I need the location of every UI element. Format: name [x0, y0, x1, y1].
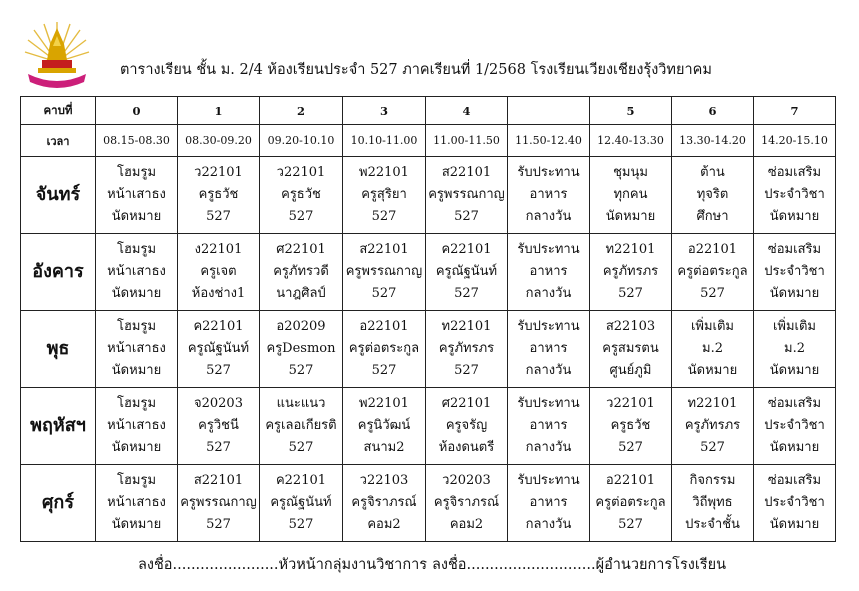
- day-name: พฤหัสฯ: [21, 388, 96, 465]
- class-cell: [178, 311, 260, 388]
- subject-line: แนะแนว: [276, 396, 326, 411]
- room-line: ห้องดนตรี: [438, 440, 495, 455]
- room-line: 527: [288, 209, 314, 224]
- teacher-line: ครูต่อตระกูล: [348, 341, 420, 356]
- class-cell: [96, 465, 178, 542]
- subject-line: ศ22101: [441, 396, 492, 411]
- room-line: นัดหมาย: [769, 517, 820, 532]
- subject-line: โฮมรูม: [116, 396, 157, 411]
- room-line: นาฎศิลป์: [276, 286, 326, 301]
- subject-line: ชุมนุม: [613, 165, 648, 180]
- teacher-line: ครูจิราภรณ์: [351, 495, 417, 510]
- period-time: 13.30-14.20: [672, 125, 754, 157]
- teacher-line: อาหาร: [529, 418, 568, 433]
- teacher-line: ครูพรรณกาญ: [428, 187, 505, 202]
- class-cell: [508, 311, 590, 388]
- subject-line: ส22101: [441, 165, 492, 180]
- period-number: 3: [343, 97, 426, 125]
- room-line: 527: [371, 363, 397, 378]
- class-cell: [343, 311, 426, 388]
- class-cell: [590, 234, 672, 311]
- teacher-line: ม.2: [702, 341, 723, 356]
- period-time: 11.50-12.40: [508, 125, 590, 157]
- subject-line: ส22103: [605, 319, 656, 334]
- period-number: 6: [672, 97, 754, 125]
- teacher-line: หน้าเสาธง: [107, 418, 166, 433]
- teacher-line: อาหาร: [529, 341, 568, 356]
- teacher-line: ครูสมรตน: [602, 341, 659, 356]
- teacher-line: ทุจริต: [696, 187, 729, 202]
- teacher-line: ครูDesmon: [266, 341, 336, 356]
- day-row: [21, 388, 836, 465]
- class-cell: [754, 465, 836, 542]
- room-line: ศึกษา: [696, 209, 729, 224]
- teacher-line: ครูธวัช: [281, 187, 321, 202]
- subject-line: อ22101: [359, 319, 409, 334]
- class-cell: [343, 234, 426, 311]
- school-logo: [22, 22, 92, 90]
- teacher-line: ทุกคน: [613, 187, 648, 202]
- subject-line: ต้าน: [700, 165, 725, 180]
- room-line: นัดหมาย: [605, 209, 656, 224]
- teacher-line: ครูภัทรภร: [438, 341, 495, 356]
- subject-line: ค22101: [275, 473, 327, 488]
- time-label: เวลา: [21, 125, 96, 157]
- room-line: นัดหมาย: [769, 363, 820, 378]
- period-time: 12.40-13.30: [590, 125, 672, 157]
- period-time: 08.15-08.30: [96, 125, 178, 157]
- teacher-line: ครูณัฐนันท์: [435, 264, 498, 279]
- teacher-line: ครูณัฐนันท์: [270, 495, 332, 510]
- day-row: [21, 234, 836, 311]
- room-line: นัดหมาย: [111, 209, 162, 224]
- subject-line: ท22101: [441, 319, 492, 334]
- day-name: ศุกร์: [21, 465, 96, 542]
- period-number: 5: [590, 97, 672, 125]
- period-number: 0: [96, 97, 178, 125]
- room-line: 527: [454, 363, 479, 378]
- subject-line: รับประทาน: [517, 165, 580, 180]
- room-line: สนาม2: [363, 440, 405, 455]
- room-line: กลางวัน: [525, 363, 572, 378]
- class-cell: [260, 388, 343, 465]
- room-line: 527: [206, 209, 231, 224]
- room-line: 527: [371, 286, 397, 301]
- room-line: กลางวัน: [525, 517, 572, 532]
- page-title: ตารางเรียน ชั้น ม. 2/4 ห้องเรียนประจำ 527 ภาคเรียนที่ 1/2568 โรงเรียนเวียงเชียงรุ้งวิทยาคม: [120, 62, 712, 78]
- period-time: 10.10-11.00: [343, 125, 426, 157]
- teacher-line: ครูวิชนี: [198, 418, 239, 433]
- room-line: ห้องช่าง1: [191, 286, 246, 301]
- class-cell: [672, 465, 754, 542]
- subject-line: อ20209: [276, 319, 326, 334]
- period-row: [21, 97, 836, 125]
- timetable: [20, 96, 836, 542]
- class-cell: [672, 388, 754, 465]
- class-cell: [672, 311, 754, 388]
- subject-line: โฮมรูม: [116, 319, 157, 334]
- signature-academic-head: ลงชื่อ.......................หัวหน้ากลุ่มงานวิชาการ: [138, 557, 428, 573]
- period-time: 11.00-11.50: [426, 125, 508, 157]
- class-cell: [426, 234, 508, 311]
- teacher-line: วิถีพุทธ: [692, 495, 733, 510]
- subject-line: ว22101: [276, 165, 326, 180]
- teacher-line: หน้าเสาธง: [107, 341, 166, 356]
- subject-line: ว22101: [606, 396, 655, 411]
- teacher-line: ครูพรรณกาญ: [180, 495, 257, 510]
- class-cell: [96, 311, 178, 388]
- class-cell: [426, 388, 508, 465]
- class-cell: [260, 234, 343, 311]
- room-line: นัดหมาย: [769, 286, 820, 301]
- room-line: 527: [454, 286, 479, 301]
- day-row: [21, 157, 836, 234]
- class-cell: [343, 465, 426, 542]
- class-cell: [754, 311, 836, 388]
- room-line: 527: [700, 286, 725, 301]
- room-line: นัดหมาย: [111, 440, 162, 455]
- subject-line: ว22101: [194, 165, 243, 180]
- subject-line: พ22101: [359, 165, 409, 180]
- room-line: กลางวัน: [525, 440, 572, 455]
- room-line: 527: [288, 517, 314, 532]
- subject-line: กิจกรรม: [689, 473, 736, 488]
- class-cell: [426, 465, 508, 542]
- room-line: นัดหมาย: [111, 286, 162, 301]
- room-line: ประจำชั้น: [685, 517, 740, 532]
- class-cell: [672, 157, 754, 234]
- class-cell: [590, 388, 672, 465]
- period-number: 4: [426, 97, 508, 125]
- teacher-line: อาหาร: [529, 264, 568, 279]
- teacher-line: ครูภัทรภร: [602, 264, 659, 279]
- room-line: กลางวัน: [525, 209, 572, 224]
- teacher-line: ครูสุริยา: [361, 187, 407, 202]
- room-line: 527: [618, 517, 643, 532]
- room-line: นัดหมาย: [769, 440, 820, 455]
- teacher-line: ครูพรรณกาญ: [345, 264, 423, 279]
- subject-line: ท22101: [687, 396, 738, 411]
- room-line: นัดหมาย: [111, 517, 162, 532]
- subject-line: ซ่อมเสริม: [767, 473, 822, 488]
- room-line: 527: [206, 363, 231, 378]
- class-cell: [590, 157, 672, 234]
- class-cell: [343, 388, 426, 465]
- class-cell: [96, 157, 178, 234]
- teacher-line: หน้าเสาธง: [107, 495, 166, 510]
- class-cell: [178, 234, 260, 311]
- teacher-line: ครูธวัช: [198, 187, 239, 202]
- period-number: [508, 97, 590, 125]
- period-time: 14.20-15.10: [754, 125, 836, 157]
- class-cell: [590, 465, 672, 542]
- room-line: 527: [454, 209, 479, 224]
- teacher-line: ครูภัทรวดี: [273, 264, 329, 279]
- room-line: นัดหมาย: [111, 363, 162, 378]
- class-cell: [754, 157, 836, 234]
- teacher-line: ครูธวัช: [610, 418, 651, 433]
- class-cell: [260, 157, 343, 234]
- subject-line: ศ22101: [276, 242, 326, 257]
- subject-line: พ22101: [359, 396, 409, 411]
- day-name: จันทร์: [21, 157, 96, 234]
- class-cell: [754, 234, 836, 311]
- subject-line: รับประทาน: [517, 242, 580, 257]
- teacher-line: ครูเจต: [200, 264, 237, 279]
- signature-director: ลงชื่อ............................ผู้อำนวยการโรงเรียน: [432, 557, 726, 573]
- class-cell: [260, 465, 343, 542]
- period-time: 08.30-09.20: [178, 125, 260, 157]
- class-cell: [426, 157, 508, 234]
- class-cell: [96, 388, 178, 465]
- subject-line: เพิ่มเติม: [690, 319, 735, 334]
- teacher-line: ประจำวิชา: [764, 495, 825, 510]
- class-cell: [508, 234, 590, 311]
- teacher-line: อาหาร: [529, 495, 568, 510]
- room-line: 527: [206, 440, 231, 455]
- teacher-line: ประจำวิชา: [764, 264, 825, 279]
- room-line: คอม2: [367, 517, 401, 532]
- teacher-line: ครูภัทรภร: [684, 418, 741, 433]
- subject-line: ส22101: [193, 473, 244, 488]
- room-line: 527: [288, 440, 314, 455]
- period-number: 1: [178, 97, 260, 125]
- subject-line: อ22101: [605, 473, 656, 488]
- room-line: 527: [288, 363, 314, 378]
- subject-line: ง22101: [194, 242, 243, 257]
- class-cell: [508, 388, 590, 465]
- class-cell: [178, 157, 260, 234]
- class-cell: [508, 465, 590, 542]
- teacher-line: ครูจรัญ: [445, 418, 488, 433]
- room-line: 527: [371, 209, 397, 224]
- period-number: 7: [754, 97, 836, 125]
- subject-line: โฮมรูม: [116, 242, 157, 257]
- class-cell: [426, 311, 508, 388]
- room-line: คอม2: [449, 517, 484, 532]
- subject-line: ส22101: [359, 242, 409, 257]
- class-cell: [178, 388, 260, 465]
- subject-line: ซ่อมเสริม: [767, 242, 822, 257]
- room-line: 527: [618, 286, 643, 301]
- period-time: 09.20-10.10: [260, 125, 343, 157]
- teacher-line: ประจำวิชา: [764, 187, 825, 202]
- subject-line: โฮมรูม: [116, 473, 157, 488]
- teacher-line: ประจำวิชา: [764, 418, 825, 433]
- teacher-line: หน้าเสาธง: [107, 187, 166, 202]
- day-name: อังคาร: [21, 234, 96, 311]
- subject-line: จ20203: [194, 396, 243, 411]
- subject-line: ว20203: [442, 473, 491, 488]
- subject-line: รับประทาน: [517, 319, 580, 334]
- teacher-line: อาหาร: [529, 187, 568, 202]
- period-label: คาบที่: [21, 97, 96, 125]
- room-line: 527: [700, 440, 725, 455]
- subject-line: อ22101: [687, 242, 738, 257]
- subject-line: ซ่อมเสริม: [767, 396, 822, 411]
- subject-line: เพิ่มเติม: [772, 319, 817, 334]
- class-cell: [178, 465, 260, 542]
- teacher-line: ครูเลอเกียรติ: [265, 418, 337, 433]
- room-line: 527: [618, 440, 643, 455]
- class-cell: [343, 157, 426, 234]
- class-cell: [96, 234, 178, 311]
- subject-line: ซ่อมเสริม: [767, 165, 822, 180]
- subject-line: ท22101: [605, 242, 656, 257]
- day-row: [21, 465, 836, 542]
- teacher-line: ครูนิวัฒน์: [357, 418, 411, 433]
- room-line: นัดหมาย: [769, 209, 820, 224]
- teacher-line: ครูณัฐนันท์: [187, 341, 250, 356]
- class-cell: [754, 388, 836, 465]
- day-row: [21, 311, 836, 388]
- subject-line: ค22101: [193, 319, 244, 334]
- subject-line: ว22103: [359, 473, 409, 488]
- day-name: พุธ: [21, 311, 96, 388]
- period-number: 2: [260, 97, 343, 125]
- room-line: กลางวัน: [525, 286, 572, 301]
- class-cell: [672, 234, 754, 311]
- teacher-line: ครูต่อตระกูล: [677, 264, 748, 279]
- room-line: 527: [206, 517, 231, 532]
- room-line: ศูนย์ภูมิ: [609, 363, 652, 378]
- class-cell: [508, 157, 590, 234]
- teacher-line: ครูต่อตระกูล: [595, 495, 666, 510]
- class-cell: [260, 311, 343, 388]
- class-cell: [590, 311, 672, 388]
- school-emblem-icon: [22, 22, 92, 90]
- teacher-line: ครูจิราภรณ์: [433, 495, 500, 510]
- teacher-line: หน้าเสาธง: [107, 264, 166, 279]
- subject-line: รับประทาน: [517, 473, 580, 488]
- subject-line: ค22101: [441, 242, 492, 257]
- room-line: นัดหมาย: [687, 363, 738, 378]
- teacher-line: ม.2: [784, 341, 805, 356]
- subject-line: โฮมรูม: [116, 165, 157, 180]
- time-row: [21, 125, 836, 157]
- subject-line: รับประทาน: [517, 396, 580, 411]
